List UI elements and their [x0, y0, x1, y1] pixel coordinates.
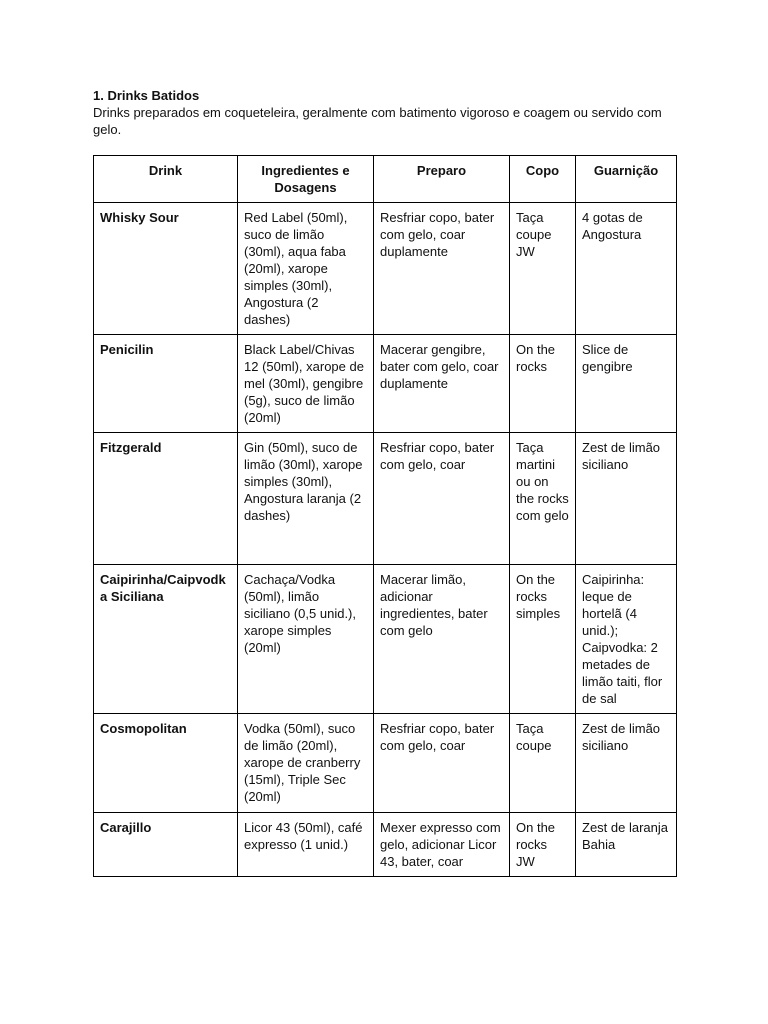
- column-header-glass: Copo: [510, 156, 576, 203]
- section-heading: 1. Drinks Batidos: [93, 88, 200, 103]
- ingredients-cell: Black Label/Chivas 12 (50ml), xarope de mel (30ml), gengibre (5g), suco de limão (20ml): [238, 335, 374, 433]
- garnish-cell: Zest de limão siciliano: [576, 714, 677, 813]
- preparation-cell: Resfriar copo, bater com gelo, coar duplamente: [374, 203, 510, 335]
- garnish-cell: Zest de laranja Bahia: [576, 813, 677, 877]
- drink-name-cell: Caipirinha/Caipvodka Siciliana: [94, 565, 238, 714]
- glass-cell: On the rocks simples: [510, 565, 576, 714]
- drink-name-cell: Penicilin: [94, 335, 238, 433]
- table-row: [94, 813, 677, 877]
- drink-name-cell: Whisky Sour: [94, 203, 238, 335]
- ingredients-cell: Red Label (50ml), suco de limão (30ml), aqua faba (20ml), xarope simples (30ml), Angostura (2 dashes): [238, 203, 374, 335]
- glass-cell: Taça martini ou on the rocks com gelo: [510, 433, 576, 565]
- preparation-cell: Resfriar copo, bater com gelo, coar: [374, 433, 510, 565]
- column-header-garnish: Guarnição: [576, 156, 677, 203]
- column-header-drink: Drink: [94, 156, 238, 203]
- glass-cell: Taça coupe: [510, 714, 576, 813]
- glass-cell: Taça coupe JW: [510, 203, 576, 335]
- drinks-table: [93, 155, 677, 877]
- drink-name-cell: Cosmopolitan: [94, 714, 238, 813]
- preparation-cell: Resfriar copo, bater com gelo, coar: [374, 714, 510, 813]
- drink-name-cell: Carajillo: [94, 813, 238, 877]
- garnish-cell: Zest de limão siciliano: [576, 433, 677, 565]
- table-row: [94, 565, 677, 714]
- ingredients-cell: Cachaça/Vodka (50ml), limão siciliano (0,5 unid.), xarope simples (20ml): [238, 565, 374, 714]
- table-header-row: [94, 156, 677, 203]
- glass-cell: On the rocks JW: [510, 813, 576, 877]
- preparation-cell: Macerar limão, adicionar ingredientes, bater com gelo: [374, 565, 510, 714]
- table-row: [94, 335, 677, 433]
- garnish-cell: Slice de gengibre: [576, 335, 677, 433]
- table-row: [94, 714, 677, 813]
- column-header-preparation: Preparo: [374, 156, 510, 203]
- column-header-ingredients: Ingredientes e Dosagens: [238, 156, 374, 203]
- drink-name-cell: Fitzgerald: [94, 433, 238, 565]
- table-row: [94, 433, 677, 565]
- ingredients-cell: Gin (50ml), suco de limão (30ml), xarope simples (30ml), Angostura laranja (2 dashes): [238, 433, 374, 565]
- preparation-cell: Mexer expresso com gelo, adicionar Licor 43, bater, coar: [374, 813, 510, 877]
- garnish-cell: Caipirinha: leque de hortelã (4 unid.); Caipvodka: 2 metades de limão taiti, flor de sal: [576, 565, 677, 714]
- glass-cell: On the rocks: [510, 335, 576, 433]
- garnish-cell: 4 gotas de Angostura: [576, 203, 677, 335]
- section-description: Drinks preparados em coqueteleira, geralmente com batimento vigoroso e coagem ou servido com gelo.: [93, 105, 662, 137]
- preparation-cell: Macerar gengibre, bater com gelo, coar duplamente: [374, 335, 510, 433]
- table-row: [94, 203, 677, 335]
- ingredients-cell: Vodka (50ml), suco de limão (20ml), xarope de cranberry (15ml), Triple Sec (20ml): [238, 714, 374, 813]
- ingredients-cell: Licor 43 (50ml), café expresso (1 unid.): [238, 813, 374, 877]
